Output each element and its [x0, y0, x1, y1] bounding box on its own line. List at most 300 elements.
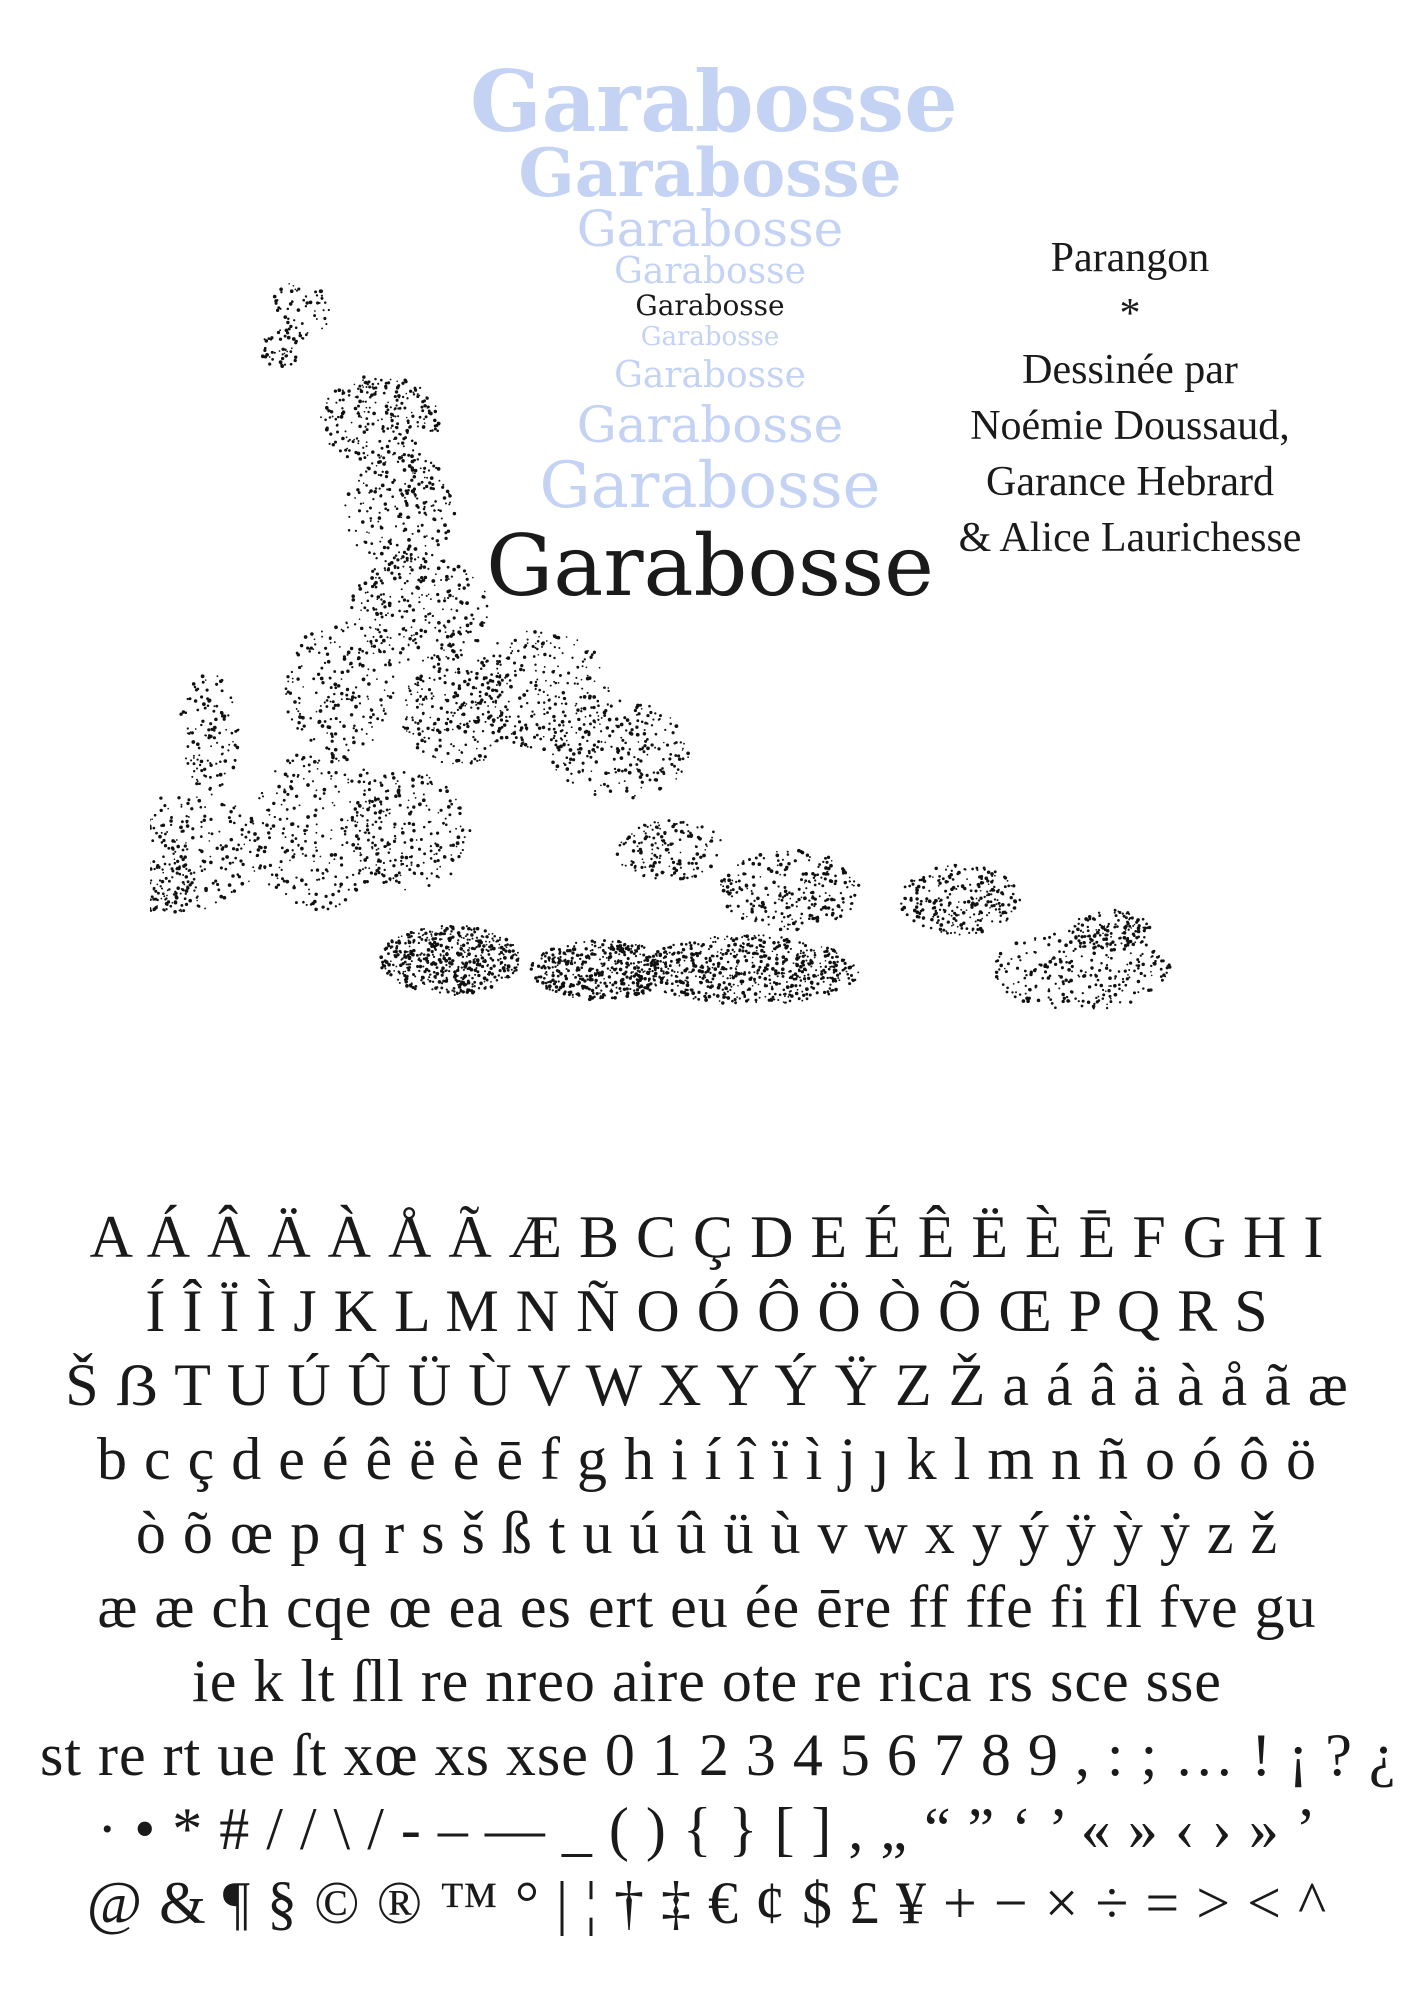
stipple-dot — [916, 915, 919, 918]
stipple-dot — [513, 967, 516, 970]
stipple-dot — [358, 652, 360, 654]
stipple-dot — [475, 687, 477, 689]
stipple-dot — [330, 410, 333, 413]
stipple-dot — [461, 762, 463, 764]
stipple-dot — [422, 660, 424, 662]
stipple-dot — [405, 629, 408, 632]
stipple-dot — [341, 671, 345, 675]
stipple-dot — [358, 648, 361, 651]
stipple-dot — [309, 755, 312, 758]
stipple-dot — [354, 807, 358, 811]
stipple-dot — [346, 436, 348, 438]
stipple-dot — [758, 984, 760, 986]
stipple-dot — [646, 971, 650, 975]
stipple-dot — [559, 745, 563, 749]
stipple-dot — [584, 730, 587, 733]
stipple-dot — [648, 705, 651, 708]
stipple-dot — [404, 889, 406, 891]
stipple-dot — [533, 713, 535, 715]
stipple-dot — [748, 938, 750, 940]
stipple-dot — [946, 932, 949, 935]
stipple-dot — [732, 938, 736, 942]
stipple-dot — [1082, 941, 1085, 944]
stipple-dot — [269, 864, 272, 867]
stipple-dot — [193, 762, 196, 765]
stipple-dot — [849, 908, 851, 910]
stipple-dot — [339, 399, 342, 402]
stipple-dot — [400, 863, 402, 865]
stipple-dot — [298, 697, 300, 699]
stipple-dot — [349, 439, 351, 441]
stipple-dot — [489, 744, 491, 746]
stipple-dot — [1071, 965, 1074, 968]
stipple-dot — [574, 682, 576, 684]
stipple-dot — [196, 779, 198, 781]
stipple-dot — [397, 979, 399, 981]
stipple-dot — [742, 872, 745, 875]
stipple-dot — [384, 689, 386, 691]
stipple-dot — [754, 992, 758, 996]
stipple-dot — [366, 819, 369, 822]
stipple-dot — [366, 808, 370, 812]
stipple-dot — [457, 671, 460, 674]
stipple-dot — [238, 875, 241, 878]
stipple-dot — [471, 977, 474, 980]
stipple-dot — [826, 954, 829, 957]
stipple-dot — [481, 965, 484, 968]
stipple-dot — [490, 724, 492, 726]
stipple-dot — [524, 743, 528, 747]
stipple-dot — [565, 953, 567, 955]
stipple-dot — [808, 917, 811, 920]
stipple-dot — [667, 972, 669, 974]
stipple-dot — [339, 882, 343, 886]
stipple-dot — [571, 951, 574, 954]
stipple-dot — [400, 402, 403, 405]
stipple-dot — [663, 951, 666, 954]
stipple-dot — [825, 965, 828, 968]
stipple-dot — [462, 963, 464, 965]
stipple-dot — [497, 672, 499, 674]
stipple-dot — [406, 730, 408, 732]
stipple-dot — [1123, 947, 1126, 950]
stipple-dot — [581, 977, 585, 981]
stipple-dot — [207, 728, 210, 731]
stipple-dot — [296, 727, 299, 730]
stipple-dot — [364, 426, 366, 428]
stipple-dot — [438, 812, 440, 814]
stipple-dot — [625, 729, 627, 731]
stipple-dot — [508, 701, 510, 703]
stipple-dot — [677, 754, 680, 757]
stipple-dot — [380, 821, 382, 823]
stipple-dot — [755, 1001, 757, 1003]
stipple-dot — [233, 889, 236, 892]
stipple-dot — [653, 861, 657, 865]
stipple-dot — [342, 724, 346, 728]
stipple-dot — [431, 579, 435, 583]
stipple-dot — [645, 832, 647, 834]
stipple-dot — [437, 663, 440, 666]
stipple-dot — [586, 667, 588, 669]
stipple-dot — [432, 504, 434, 506]
stipple-dot — [1062, 1000, 1065, 1003]
stipple-dot — [600, 981, 602, 983]
stipple-dot — [625, 787, 628, 790]
stipple-dot — [827, 867, 831, 871]
stipple-dot — [731, 895, 733, 897]
stipple-dot — [381, 582, 384, 585]
stipple-dot — [1043, 937, 1046, 940]
stipple-dot — [781, 899, 784, 902]
stipple-dot — [607, 690, 609, 692]
stipple-dot — [533, 630, 537, 634]
stipple-dot — [422, 965, 424, 967]
stipple-dot — [790, 994, 794, 998]
stipple-dot — [400, 517, 402, 519]
stipple-dot — [607, 687, 609, 689]
stipple-dot — [256, 838, 258, 840]
stipple-dot — [459, 627, 461, 629]
stipple-dot — [383, 546, 386, 549]
stipple-dot — [417, 458, 419, 460]
stipple-dot — [682, 749, 684, 751]
stipple-dot — [391, 772, 394, 775]
stipple-dot — [419, 629, 422, 632]
stipple-dot — [841, 867, 844, 870]
stipple-dot — [671, 982, 674, 985]
stipple-dot — [797, 898, 800, 901]
stipple-dot — [981, 881, 984, 884]
stipple-dot — [1087, 1001, 1091, 1005]
stipple-dot — [708, 981, 710, 983]
stipple-dot — [189, 697, 192, 700]
stipple-dot — [381, 719, 384, 722]
stipple-dot — [647, 963, 650, 966]
stipple-dot — [575, 677, 577, 679]
stipple-dot — [375, 557, 377, 559]
stipple-dot — [182, 858, 185, 861]
stipple-dot — [375, 821, 378, 824]
stipple-dot — [969, 884, 971, 886]
stipple-dot — [312, 854, 315, 857]
stipple-dot — [383, 650, 386, 653]
stipple-dot — [412, 829, 415, 832]
stipple-dot — [397, 566, 400, 569]
stipple-dot — [558, 980, 560, 982]
stipple-dot — [227, 714, 229, 716]
stipple-dot — [279, 329, 281, 331]
stipple-dot — [318, 652, 321, 655]
stipple-dot — [253, 839, 256, 842]
stipple-dot — [290, 839, 294, 843]
stipple-dot — [414, 387, 417, 390]
stipple-dot — [319, 797, 322, 800]
stipple-dot — [902, 906, 906, 910]
stipple-dot — [292, 337, 296, 341]
stipple-dot — [1089, 974, 1092, 977]
stipple-dot — [489, 967, 492, 970]
stipple-dot — [280, 364, 284, 368]
stipple-dot — [787, 851, 789, 853]
stipple-dot — [427, 568, 429, 570]
stipple-dot — [1048, 936, 1051, 939]
stipple-dot — [948, 901, 952, 905]
stipple-dot — [423, 737, 425, 739]
stipple-dot — [464, 616, 468, 620]
stipple-dot — [506, 708, 509, 711]
stipple-dot — [727, 892, 731, 896]
stipple-dot — [367, 682, 371, 686]
stipple-dot — [250, 819, 253, 822]
stipple-dot — [334, 641, 336, 643]
stipple-dot — [566, 949, 569, 952]
stipple-dot — [581, 736, 584, 739]
stipple-dot — [201, 720, 204, 723]
stipple-dot — [304, 854, 307, 857]
stipple-dot — [550, 642, 552, 644]
stipple-dot — [333, 858, 335, 860]
stipple-dot — [634, 795, 636, 797]
stipple-dot — [584, 650, 588, 654]
stipple-dot — [422, 680, 425, 683]
stipple-dot — [675, 980, 678, 983]
stipple-dot — [401, 382, 404, 385]
stipple-dot — [849, 877, 851, 879]
stipple-dot — [419, 395, 421, 397]
stipple-dot — [790, 948, 792, 950]
stipple-dot — [551, 953, 554, 956]
stipple-dot — [692, 857, 695, 860]
stipple-dot — [565, 977, 568, 980]
stipple-dot — [729, 974, 731, 976]
stipple-dot — [306, 815, 310, 819]
stipple-dot — [434, 948, 437, 951]
stipple-dot — [594, 793, 597, 796]
stipple-dot — [1041, 977, 1044, 980]
stipple-dot — [782, 896, 785, 899]
stipple-dot — [364, 581, 368, 585]
stipple-dot — [983, 867, 986, 870]
stipple-dot — [477, 940, 480, 943]
stipple-dot — [253, 832, 257, 836]
stipple-dot — [464, 705, 466, 707]
stipple-dot — [204, 734, 206, 736]
stipple-dot — [473, 928, 476, 931]
stipple-dot — [781, 967, 785, 971]
stipple-dot — [462, 950, 464, 952]
stipple-dot — [505, 736, 509, 740]
stipple-dot — [457, 835, 461, 839]
stipple-dot — [707, 966, 709, 968]
stipple-dot — [356, 396, 359, 399]
stipple-dot — [403, 551, 406, 554]
stipple-dot — [445, 656, 447, 658]
stipple-dot — [402, 973, 404, 975]
stipple-dot — [463, 680, 467, 684]
stipple-dot — [578, 994, 581, 997]
stipple-dot — [398, 633, 401, 636]
stipple-dot — [391, 419, 394, 422]
stipple-dot — [451, 926, 454, 929]
stipple-dot — [382, 874, 385, 877]
stipple-dot — [407, 421, 410, 424]
stipple-dot — [638, 842, 640, 844]
stipple-dot — [463, 983, 467, 987]
stipple-dot — [200, 760, 204, 764]
stipple-dot — [806, 997, 809, 1000]
stipple-dot — [467, 952, 471, 956]
stipple-dot — [348, 529, 351, 532]
stipple-dot — [365, 401, 367, 403]
stipple-dot — [281, 869, 283, 871]
stipple-dot — [256, 854, 259, 857]
stipple-dot — [312, 677, 315, 680]
stipple-dot — [353, 850, 355, 852]
stipple-dot — [358, 872, 361, 875]
stipple-dot — [301, 728, 304, 731]
stipple-dot — [206, 697, 209, 700]
stipple-dot — [356, 437, 358, 439]
stipple-dot — [995, 971, 998, 974]
stipple-dot — [366, 428, 369, 431]
stipple-dot — [1025, 952, 1027, 954]
stipple-dot — [655, 825, 658, 828]
stipple-dot — [407, 538, 411, 542]
stipple-dot — [690, 960, 692, 962]
stipple-dot — [232, 862, 234, 864]
stipple-dot — [523, 741, 525, 743]
stipple-dot — [409, 689, 412, 692]
stipple-dot — [438, 629, 441, 632]
stipple-dot — [330, 686, 332, 688]
stipple-dot — [767, 867, 771, 871]
stipple-dot — [427, 884, 430, 887]
stipple-dot — [386, 408, 389, 411]
stipple-dot — [429, 717, 431, 719]
stipple-dot — [1126, 977, 1129, 980]
stipple-dot — [412, 608, 415, 611]
stipple-dot — [951, 870, 953, 872]
stipple-dot — [476, 937, 478, 939]
stipple-dot — [306, 301, 309, 304]
stipple-dot — [482, 713, 485, 716]
stipple-dot — [635, 944, 637, 946]
stipple-dot — [745, 950, 748, 953]
stipple-dot — [606, 957, 608, 959]
stipple-dot — [615, 963, 617, 965]
stipple-dot — [401, 441, 404, 444]
stipple-dot — [502, 966, 506, 970]
stipple-dot — [387, 952, 390, 955]
stipple-dot — [199, 782, 201, 784]
stipple-dot — [408, 637, 412, 641]
stipple-dot — [800, 917, 802, 919]
stipple-dot — [209, 861, 213, 865]
stipple-dot — [363, 793, 366, 796]
stipple-dot — [205, 679, 207, 681]
stipple-dot — [374, 798, 377, 801]
stipple-dot — [236, 746, 239, 749]
stipple-dot — [435, 946, 437, 948]
stipple-dot — [455, 597, 458, 600]
stipple-dot — [788, 971, 790, 973]
stipple-dot — [411, 592, 413, 594]
stipple-dot — [416, 864, 420, 868]
stipple-dot — [1165, 972, 1167, 974]
stipple-dot — [599, 667, 601, 669]
stipple-dot — [734, 992, 736, 994]
stipple-dot — [229, 820, 232, 823]
stipple-dot — [495, 675, 498, 678]
stipple-dot — [155, 832, 158, 835]
stipple-dot — [423, 471, 426, 474]
stipple-dot — [323, 788, 327, 792]
stipple-dot — [215, 901, 217, 903]
stipple-dot — [503, 723, 506, 726]
stipple-dot — [411, 440, 414, 443]
stipple-dot — [1110, 985, 1112, 987]
stipple-dot — [637, 845, 639, 847]
stipple-dot — [359, 852, 361, 854]
stipple-dot — [273, 295, 277, 299]
stipple-dot — [716, 955, 719, 958]
stipple-dot — [687, 830, 689, 832]
stipple-dot — [978, 875, 981, 878]
stipple-dot — [448, 589, 451, 592]
stipple-dot — [423, 608, 425, 610]
stipple-dot — [766, 968, 769, 971]
stipple-dot — [447, 597, 449, 599]
stipple-dot — [642, 971, 644, 973]
stipple-dot — [371, 462, 373, 464]
stipple-dot — [399, 982, 401, 984]
stipple-dot — [299, 804, 301, 806]
stipple-dot — [439, 944, 442, 947]
stipple-dot — [334, 704, 337, 707]
stipple-dot — [814, 954, 817, 957]
stipple-dot — [396, 558, 399, 561]
stipple-dot — [1110, 957, 1113, 960]
stipple-dot — [546, 974, 548, 976]
stipple-dot — [404, 500, 407, 503]
stipple-dot — [408, 464, 412, 468]
stipple-dot — [428, 622, 430, 624]
stipple-dot — [715, 854, 718, 857]
stipple-dot — [579, 954, 582, 957]
stipple-dot — [408, 686, 410, 688]
stipple-dot — [571, 657, 573, 659]
stipple-dot — [414, 683, 416, 685]
stipple-dot — [485, 692, 489, 696]
stipple-dot — [775, 983, 778, 986]
stipple-dot — [392, 776, 396, 780]
stipple-dot — [453, 988, 455, 990]
stipple-dot — [385, 461, 387, 463]
stipple-dot — [283, 799, 286, 802]
stipple-dot — [268, 337, 271, 340]
stipple-dot — [436, 639, 439, 642]
stipple-dot — [325, 746, 328, 749]
stipple-dot — [204, 907, 206, 909]
stipple-dot — [412, 533, 414, 535]
stipple-dot — [787, 915, 790, 918]
stipple-dot — [310, 632, 314, 636]
stipple-dot — [662, 972, 664, 974]
stipple-dot — [392, 430, 394, 432]
stipple-dot — [204, 806, 206, 808]
stipple-dot — [1066, 996, 1068, 998]
